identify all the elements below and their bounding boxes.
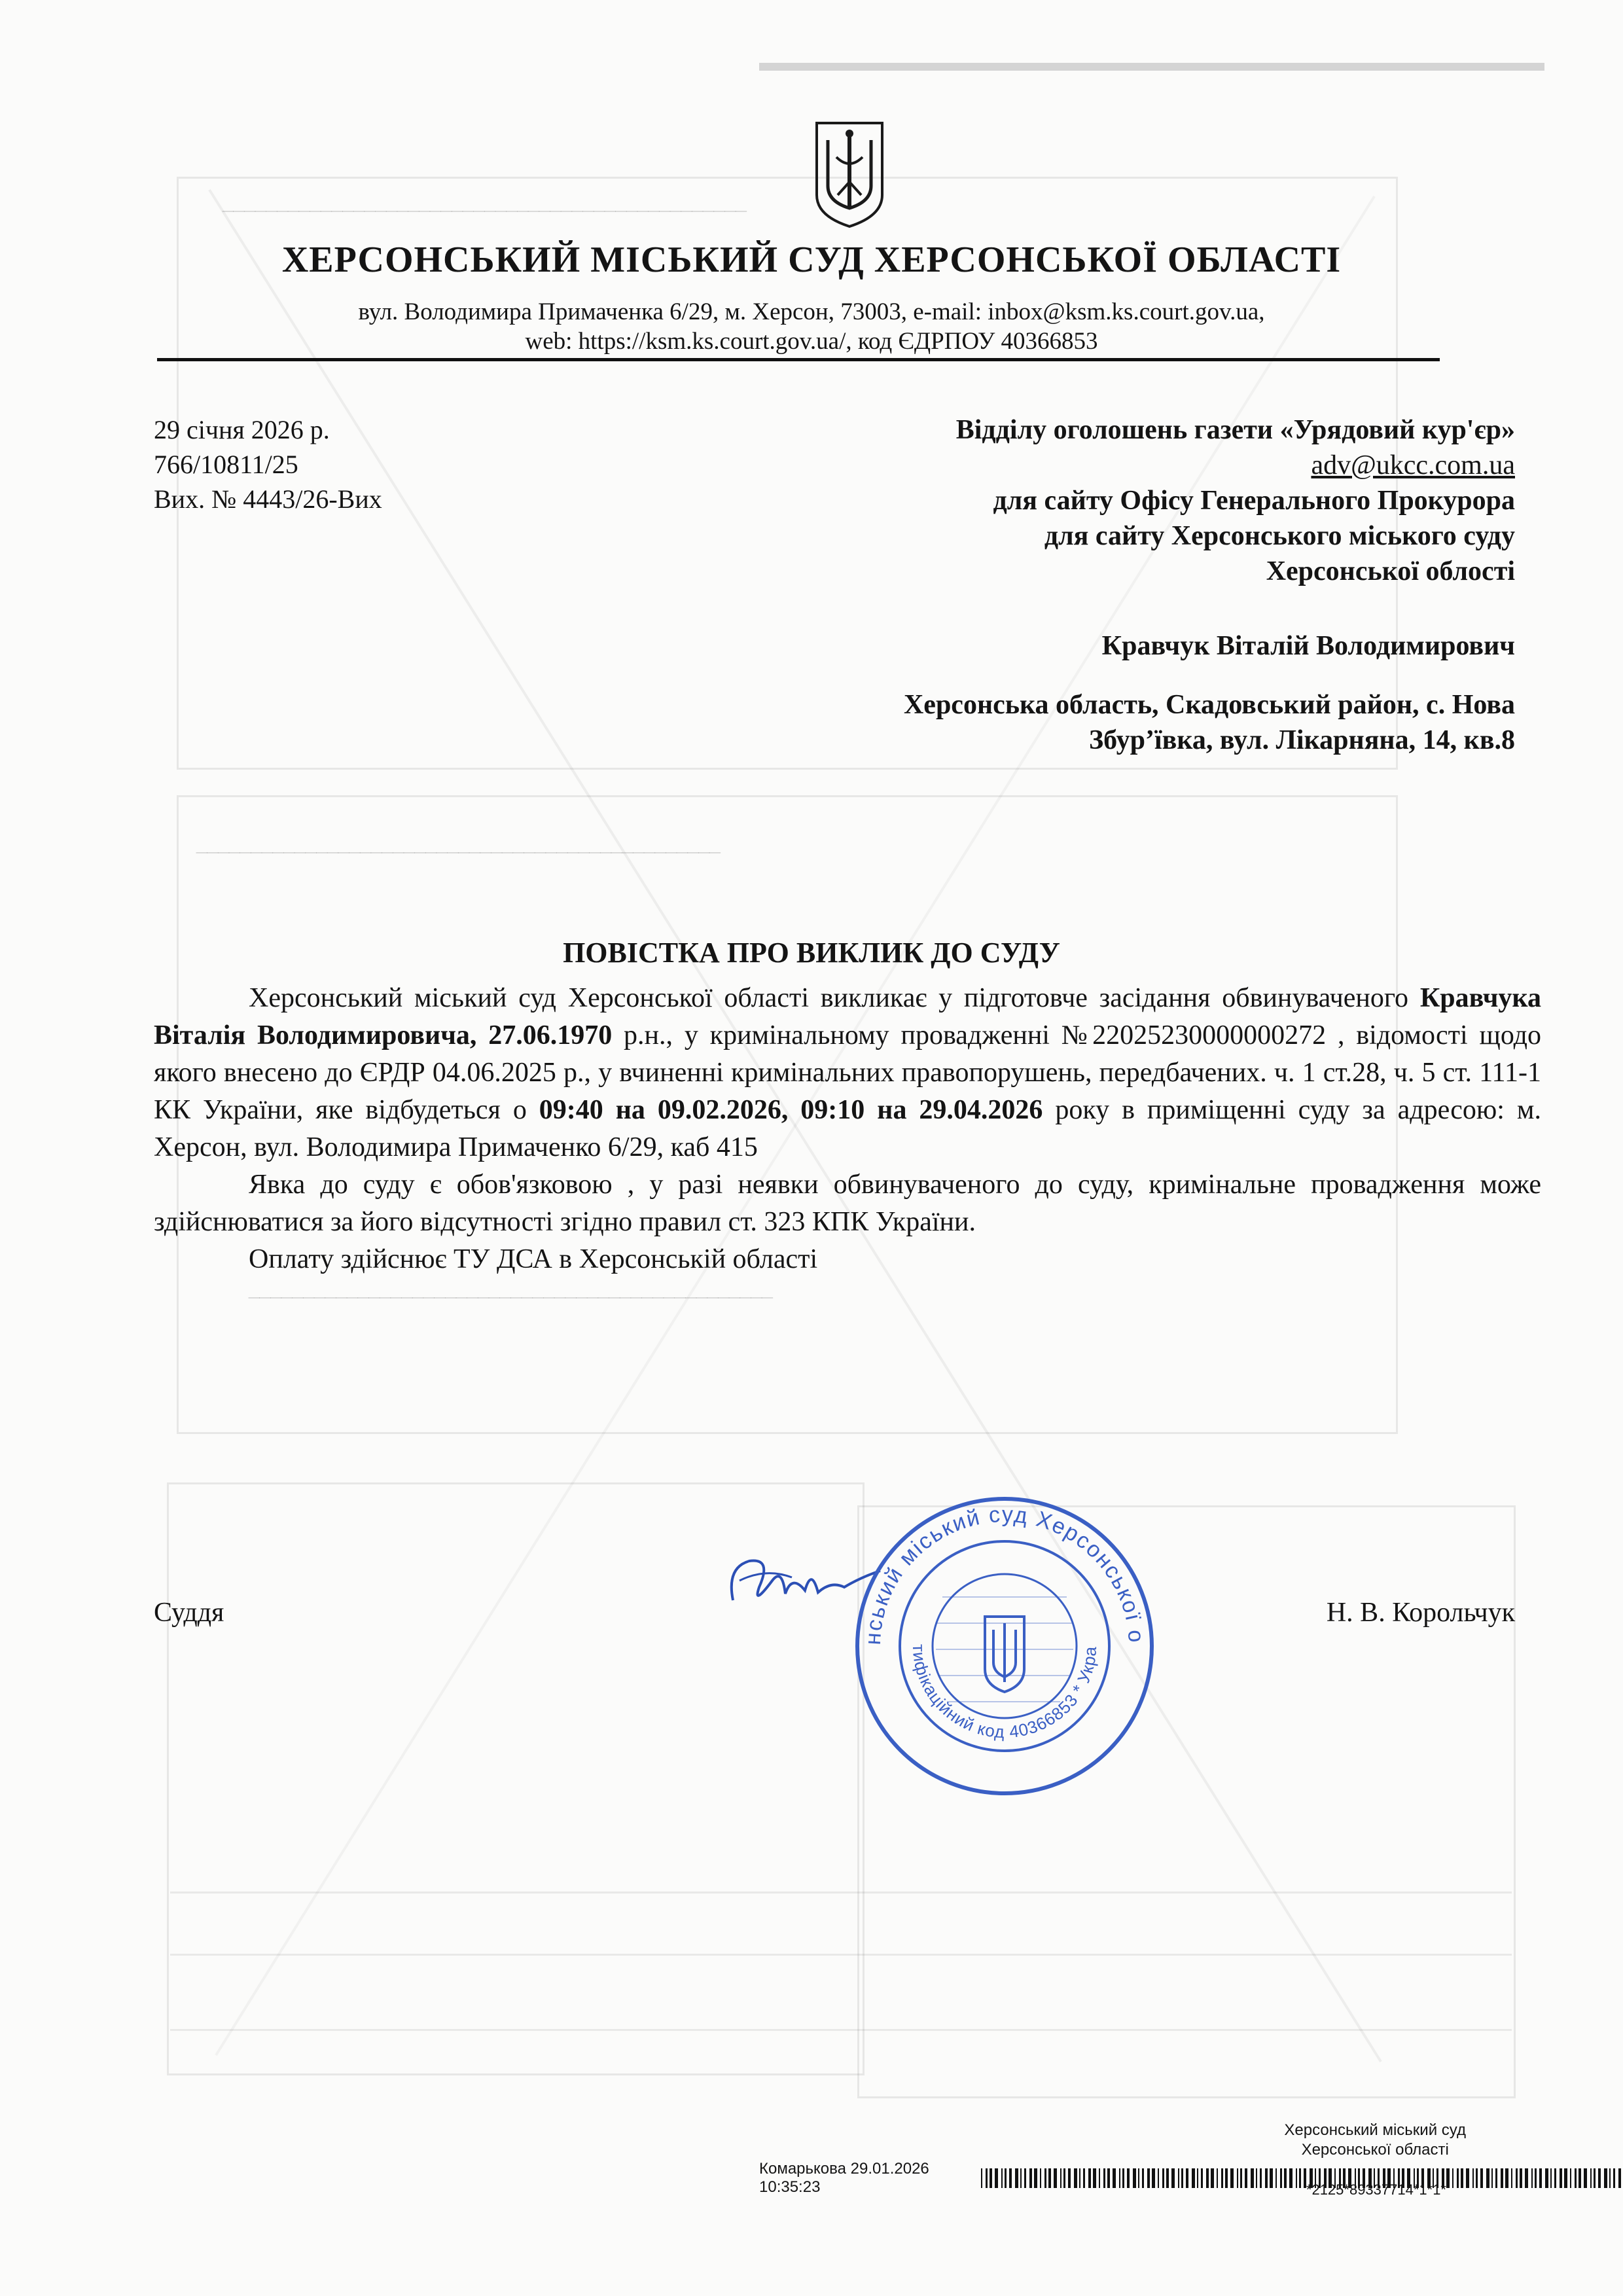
document-date: 29 січня 2026 р. xyxy=(154,415,330,444)
barcode-bar xyxy=(1158,2168,1159,2188)
barcode-bar xyxy=(1256,2168,1257,2188)
recipient-prosecutor: для сайту Офісу Генерального Прокурора xyxy=(993,486,1515,516)
newspaper-email-link[interactable]: adv@ukcc.com.ua xyxy=(1311,450,1515,480)
barcode-bar xyxy=(1613,2168,1615,2188)
body-text: Херсонський міський суд Херсонської області викликає у підготовче засідання обвинуваченого xyxy=(249,983,1420,1013)
barcode-bar xyxy=(1520,2168,1522,2188)
barcode-bar xyxy=(1270,2168,1273,2188)
barcode-bar xyxy=(1289,2168,1293,2188)
barcode-bar xyxy=(1181,2168,1183,2188)
barcode-bar xyxy=(1040,2168,1041,2188)
barcode-bar xyxy=(1074,2168,1077,2188)
outgoing-number: Вих. № 4443/26-Вих xyxy=(154,484,382,514)
barcode-bar xyxy=(1063,2168,1065,2188)
barcode-bar xyxy=(1093,2168,1096,2188)
barcode-bar xyxy=(1005,2168,1007,2188)
barcode-bar xyxy=(1609,2168,1611,2188)
barcode-bar xyxy=(1142,2168,1144,2188)
seal-outer-text: нський міський суд Херсонської о xyxy=(860,1501,1149,1646)
barcode-bar xyxy=(1590,2168,1592,2188)
barcode-bar xyxy=(1068,2168,1071,2188)
barcode-bar xyxy=(1225,2168,1228,2188)
barcode-bar xyxy=(1564,2168,1567,2188)
barcode-bar xyxy=(990,2168,992,2188)
barcode-bar xyxy=(1107,2168,1110,2188)
barcode-bar xyxy=(1299,2168,1301,2188)
seal-inner-text: тифікаційний код 40366853 * Укра xyxy=(908,1643,1101,1742)
body-text: року в приміщенні суду за адресою: м. Херсон, вул. Володимира Примаченко 6/29, каб 415 xyxy=(154,1095,1541,1162)
barcode-bar xyxy=(1122,2168,1124,2188)
barcode-bar xyxy=(1284,2168,1287,2188)
barcode-bar xyxy=(1476,2168,1478,2188)
barcode-bar xyxy=(1178,2168,1179,2188)
barcode-bar xyxy=(1054,2168,1057,2188)
barcode-bar xyxy=(1511,2168,1512,2188)
barcode-bar xyxy=(1083,2168,1085,2188)
barcode-bar xyxy=(1501,2168,1503,2188)
barcode-bar xyxy=(1009,2168,1012,2188)
barcode-bar xyxy=(1138,2168,1139,2188)
hearing-times: 09:40 на 09.02.2026, 09:10 на 29.04.2026 xyxy=(539,1095,1043,1125)
barcode-bar xyxy=(1466,2168,1469,2188)
barcode-bar xyxy=(1119,2168,1120,2188)
barcode-bar xyxy=(1240,2168,1242,2188)
recipient-address-line: Збур’ївка, вул. Лікарняна, 14, кв.8 xyxy=(1089,725,1515,755)
barcode-bar xyxy=(1147,2168,1150,2188)
barcode-bar xyxy=(1245,2168,1247,2188)
background-bleed: ________________________________________________ xyxy=(196,852,721,873)
court-web: web: https://ksm.ks.court.gov.ua/, код ЄДРПОУ 40366853 xyxy=(525,328,1098,355)
summons-body xyxy=(154,980,1541,1278)
barcode-bar xyxy=(1452,2168,1454,2188)
barcode-bar xyxy=(1480,2168,1483,2188)
recipient-person: Кравчук Віталій Володимирович xyxy=(1101,631,1515,661)
barcode-bar xyxy=(1088,2168,1091,2188)
barcode-bar xyxy=(1206,2168,1209,2188)
court-title: ХЕРСОНСЬКИЙ МІСЬКИЙ СУД ХЕРСОНСЬКОЇ ОБЛАСТІ xyxy=(281,240,1342,280)
recipient-address-line: Херсонська область, Скадовський район, с. Нова xyxy=(903,690,1515,720)
background-bleed: ________________________________________________ xyxy=(249,1297,773,1318)
barcode-bar xyxy=(1152,2168,1155,2188)
barcode-bar xyxy=(1099,2168,1100,2188)
barcode-bar xyxy=(1486,2168,1489,2188)
barcode-bar xyxy=(986,2168,988,2188)
barcode-bar xyxy=(1280,2168,1282,2188)
barcode-bar xyxy=(1230,2168,1234,2188)
recipient-court-site: для сайту Херсонського міського суду xyxy=(1044,521,1515,551)
barcode-bar xyxy=(1604,2168,1607,2188)
summons-paragraph xyxy=(154,980,1541,1166)
barcode-bar xyxy=(1201,2168,1203,2188)
barcode-bar xyxy=(1103,2168,1105,2188)
barcode-bar xyxy=(1516,2168,1518,2188)
official-seal xyxy=(851,1492,1158,1800)
barcode-bar xyxy=(1211,2168,1214,2188)
barcode-bar xyxy=(1162,2168,1164,2188)
barcode-bar xyxy=(1079,2168,1080,2188)
barcode-bar xyxy=(1237,2168,1238,2188)
barcode-bar xyxy=(1535,2168,1537,2188)
clerk-timestamp: Комарькова 29.01.2026 10:35:23 xyxy=(759,2160,929,2196)
barcode-bar xyxy=(1550,2168,1552,2188)
attendance-paragraph: Явка до суду є обов'язковою , у разі неявки обвинуваченого до суду, кримінальне провадження може здійснюватися за його відсутності згідно правил ст. 323 КПК України. xyxy=(154,1170,1541,1237)
recipient-court-site-region: Херсонської облості xyxy=(1266,556,1515,586)
recipient-newspaper: Відділу оголошень газети «Урядовий кур'єр» xyxy=(955,415,1515,445)
barcode-bar xyxy=(1296,2168,1297,2188)
barcode-bar xyxy=(1505,2168,1508,2188)
barcode-bar xyxy=(1166,2168,1169,2188)
barcode-bar xyxy=(1560,2168,1562,2188)
case-number: 766/10811/25 xyxy=(154,450,298,479)
barcode-bar xyxy=(1197,2168,1198,2188)
barcode-bar xyxy=(1594,2168,1596,2188)
defendant-name: Кравчука Віталія Володимировича, 27.06.1970 xyxy=(154,983,1541,1050)
barcode-bar xyxy=(1029,2168,1032,2188)
document-meta xyxy=(154,412,382,516)
barcode-bar xyxy=(1048,2168,1051,2188)
barcode-bar xyxy=(1260,2168,1262,2188)
barcode-bar xyxy=(1461,2168,1463,2188)
barcode-bar xyxy=(1221,2168,1223,2188)
barcode-bar xyxy=(1186,2168,1188,2188)
barcode-bar xyxy=(1020,2168,1022,2188)
barcode-number: *2125*89337714*1*1* xyxy=(1306,2181,1446,2198)
barcode-bar xyxy=(1015,2168,1018,2188)
background-bleed: ________________________________________________ xyxy=(223,210,747,232)
barcode-bar xyxy=(1113,2168,1116,2188)
document-title: ПОВІСТКА ПРО ВИКЛИК ДО СУДУ xyxy=(563,937,1060,969)
barcode-bar xyxy=(1127,2168,1130,2188)
barcode-bar xyxy=(1192,2168,1195,2188)
barcode-bar xyxy=(1001,2168,1003,2188)
barcode-bar xyxy=(1554,2168,1556,2188)
registry-court: Херсонський міський суд xyxy=(1284,2121,1466,2139)
barcode-bar xyxy=(1539,2168,1542,2188)
barcode-bar xyxy=(1598,2168,1601,2188)
barcode-bar xyxy=(1584,2168,1587,2188)
barcode-bar xyxy=(1472,2168,1474,2188)
judge-name: Н. В. Корольчук xyxy=(1326,1598,1515,1628)
barcode-bar xyxy=(1457,2168,1459,2188)
recipients-block xyxy=(956,412,1515,589)
barcode-bar xyxy=(1171,2168,1175,2188)
barcode-bar xyxy=(1495,2168,1497,2188)
barcode-bar xyxy=(1446,2168,1450,2188)
barcode-bar xyxy=(981,2168,982,2188)
barcode-bar xyxy=(1044,2168,1046,2188)
registry-line xyxy=(759,2160,1623,2197)
barcode-bar xyxy=(995,2168,998,2188)
barcode-bar xyxy=(1034,2168,1037,2188)
trident-icon xyxy=(810,118,889,229)
court-address: вул. Володимира Примаченка 6/29, м. Херсон, 73003, e-mail: inbox@ksm.ks.court.gov.ua, xyxy=(358,298,1265,325)
barcode-bar xyxy=(1545,2168,1548,2188)
barcode-bar xyxy=(1491,2168,1493,2188)
barcode-icon xyxy=(981,2168,1623,2188)
barcode-bar xyxy=(1024,2168,1026,2188)
barcode-bar xyxy=(1531,2168,1533,2188)
barcode-bar xyxy=(1578,2168,1581,2188)
barcode-bar xyxy=(1060,2168,1061,2188)
registry-stamp xyxy=(1284,2121,1466,2160)
barcode-bar xyxy=(1275,2168,1277,2188)
payment-paragraph: Оплату здійснює ТУ ДСА в Херсонській області xyxy=(249,1244,818,1274)
barcode-bar xyxy=(1217,2168,1218,2188)
body-text: р.н., у кримінальному провадженні №22025230000000272 , відомості щодо якого внесено до ЄРДР 04.06.2025 р., у вчиненні кримінальних правопорушень, передбачених. ч. 1 ст.28, ч. 5 ст. 111-1 КК України, яке відбудеться о xyxy=(154,1020,1541,1125)
barcode-bar xyxy=(1133,2168,1136,2188)
barcode-bar xyxy=(1265,2168,1268,2188)
barcode-bar xyxy=(1251,2168,1254,2188)
barcode-bar xyxy=(1575,2168,1577,2188)
judge-label: Суддя xyxy=(154,1598,224,1628)
barcode-bar xyxy=(1570,2168,1571,2188)
registry-region: Херсонської області xyxy=(1301,2141,1449,2159)
barcode-bar xyxy=(1618,2168,1621,2188)
header-divider xyxy=(157,358,1440,361)
recipient-address xyxy=(904,687,1515,758)
barcode-bar xyxy=(1525,2168,1528,2188)
